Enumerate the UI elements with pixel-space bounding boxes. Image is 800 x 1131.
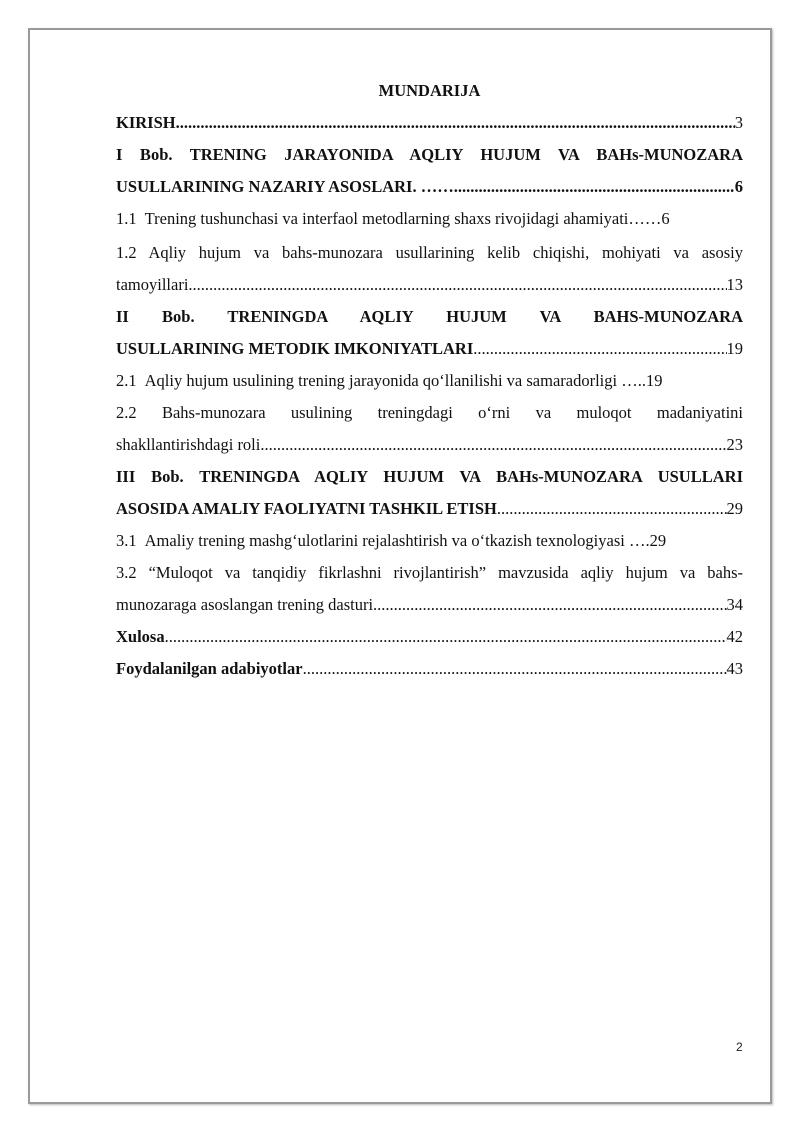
toc-entry-line: III Bob. TRENINGDA AQLIY HUJUM VA BAHs-MUNOZARA USULLARI (116, 467, 743, 486)
toc-entry-label: Trening tushunchasi va interfaol metodlarning shaxs rivojidagi ahamiyati……6 (144, 209, 670, 228)
dot-leader (260, 429, 726, 461)
toc-entry-line: shakllantirishdagi roli (116, 435, 261, 454)
toc-entry-chapter-1[interactable] (116, 139, 743, 203)
toc-entry-page: 19 (726, 339, 743, 358)
toc-entry-label: KIRISH (116, 113, 176, 132)
dot-leader (303, 653, 727, 685)
dot-leader (176, 107, 735, 139)
toc-entry-line: tamoyillari (116, 275, 189, 294)
toc-entry-line: 3.2 “Muloqot va tanqidiy fikrlashni rivojlantirish” mavzusida aqliy hujum va bahs- (116, 563, 743, 582)
toc-entry-chapter-2[interactable] (116, 301, 743, 365)
page-number: 2 (736, 1040, 743, 1054)
table-of-contents (116, 74, 743, 685)
toc-entry-label: Xulosa (116, 627, 165, 646)
toc-entry-line: I Bob. TRENING JARAYONIDA AQLIY HUJUM VA BAHs-MUNOZARA (116, 145, 743, 164)
toc-entry-section-2-2[interactable] (116, 397, 743, 461)
toc-entry-number: 2.1 (116, 371, 137, 390)
toc-entry-page: 42 (726, 627, 743, 646)
toc-entry-page: 43 (726, 659, 743, 678)
toc-entry-number: 1.1 (116, 209, 137, 228)
toc-entry-line: 1.2 Aqliy hujum va bahs-munozara usullarining kelib chiqishi, mohiyati va asosiy (116, 243, 743, 262)
toc-entry-page: 6 (734, 177, 743, 196)
dot-leader (188, 269, 726, 301)
toc-entry-line: ASOSIDA AMALIY FAOLIYATNI TASHKIL ETISH (116, 499, 497, 518)
toc-entry-page: 3 (734, 113, 743, 132)
toc-entry-page: 29 (726, 499, 743, 518)
dot-leader (373, 589, 726, 621)
toc-entry-xulosa[interactable] (116, 621, 743, 653)
toc-entry-section-3-2[interactable] (116, 557, 743, 621)
toc-entry-chapter-3[interactable] (116, 461, 743, 525)
toc-entry-section-1-2[interactable] (116, 237, 743, 301)
toc-entry-line: II Bob. TRENINGDA AQLIY HUJUM VA BAHS-MUNOZARA (116, 307, 743, 326)
toc-entry-page: 23 (726, 435, 743, 454)
document-page (28, 28, 772, 1104)
toc-entry-label: Foydalanilgan adabiyotlar (116, 659, 303, 678)
toc-entry-line: munozaraga asoslangan trening dasturi (116, 595, 374, 614)
toc-entry-page: 13 (726, 275, 743, 294)
toc-entry-line: USULLARINING NAZARIY ASOSLARI. …… (116, 177, 454, 196)
toc-entry-line: USULLARINING METODIK IMKONIYATLARI (116, 339, 474, 358)
toc-entry-section-2-1[interactable] (116, 365, 743, 397)
toc-entry-label: Aqliy hujum usulining trening jarayonida qo‘llanilishi va samaradorligi …..19 (144, 371, 663, 390)
dot-leader (454, 171, 735, 203)
toc-entry-page: 34 (726, 595, 743, 614)
toc-title: MUNDARIJA (378, 81, 481, 100)
toc-entry-line: 2.2 Bahs-munozara usulining treningdagi o‘rni va muloqot madaniyatini (116, 403, 743, 422)
toc-entry-label: Amaliy trening mashg‘ulotlarini rejalashtirish va o‘tkazish texnologiyasi ….29 (144, 531, 667, 550)
toc-entry-section-3-1[interactable] (116, 525, 743, 557)
toc-entry-adabiyotlar[interactable] (116, 653, 743, 685)
toc-entry-number: 3.1 (116, 531, 137, 550)
dot-leader (165, 621, 727, 653)
toc-entry-kirish[interactable] (116, 107, 743, 139)
dot-leader (473, 333, 726, 365)
dot-leader (497, 493, 727, 525)
toc-entry-section-1-1[interactable] (116, 203, 743, 235)
